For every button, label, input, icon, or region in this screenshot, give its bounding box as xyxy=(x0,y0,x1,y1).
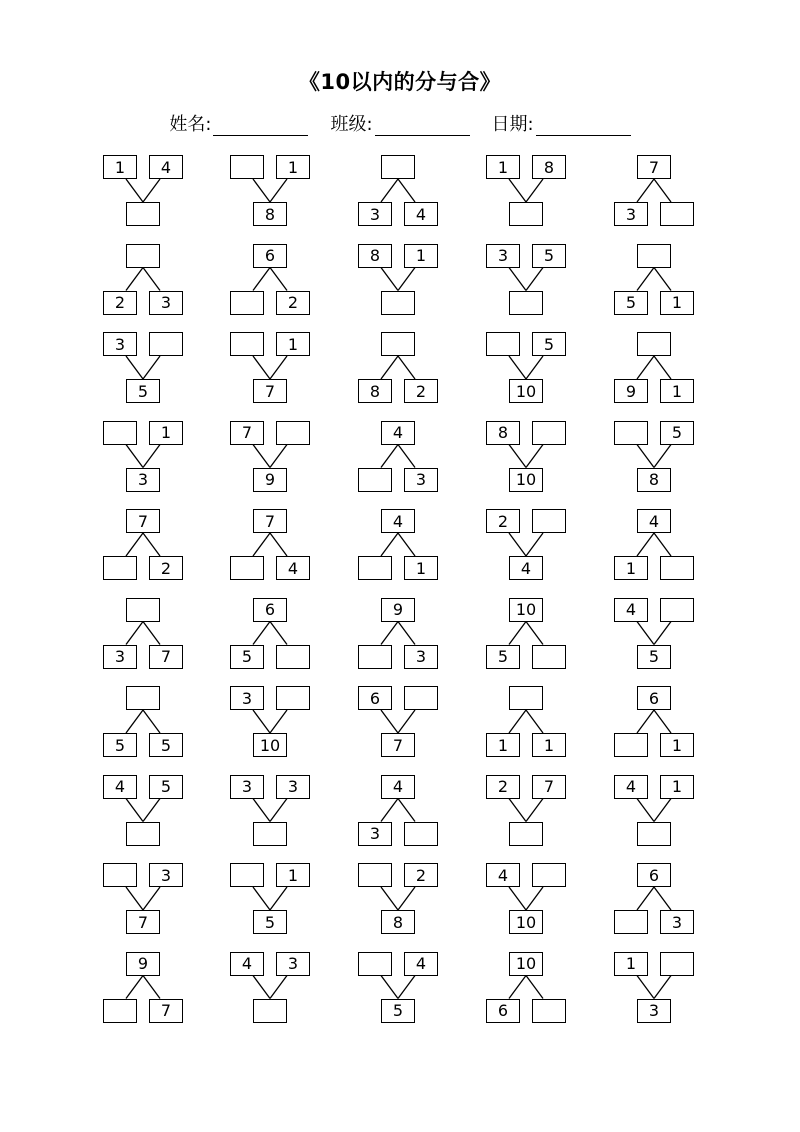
part-box-left: 3 xyxy=(103,645,137,669)
part-box-left[interactable] xyxy=(358,863,392,887)
part-box-left: 6 xyxy=(358,686,392,710)
part-box-left: 9 xyxy=(614,379,648,403)
whole-box: 8 xyxy=(637,468,671,492)
part-box-left[interactable] xyxy=(486,332,520,356)
part-box-right: 2 xyxy=(404,863,438,887)
part-box-left: 4 xyxy=(486,863,520,887)
part-box-left: 7 xyxy=(230,421,264,445)
part-box-left: 5 xyxy=(230,645,264,669)
part-box-right: 4 xyxy=(276,556,310,580)
part-box-right: 1 xyxy=(276,863,310,887)
part-box-right: 3 xyxy=(149,863,183,887)
whole-box: 6 xyxy=(637,686,671,710)
class-label: 班级: xyxy=(330,114,373,135)
whole-box: 6 xyxy=(253,244,287,268)
whole-box: 7 xyxy=(126,910,160,934)
whole-box: 10 xyxy=(509,598,543,622)
part-box-right: 7 xyxy=(149,999,183,1023)
part-box-right[interactable] xyxy=(149,332,183,356)
part-box-right[interactable] xyxy=(276,645,310,669)
part-box-left: 2 xyxy=(486,775,520,799)
part-box-left[interactable] xyxy=(614,733,648,757)
part-box-right: 4 xyxy=(404,202,438,226)
part-box-left: 3 xyxy=(614,202,648,226)
whole-box: 8 xyxy=(253,202,287,226)
part-box-right[interactable] xyxy=(404,822,438,846)
whole-box: 7 xyxy=(381,733,415,757)
part-box-right: 8 xyxy=(532,155,566,179)
part-box-left[interactable] xyxy=(230,863,264,887)
whole-box: 4 xyxy=(381,775,415,799)
part-box-right: 3 xyxy=(149,291,183,315)
whole-box: 9 xyxy=(126,952,160,976)
whole-box[interactable] xyxy=(126,598,160,622)
part-box-right[interactable] xyxy=(532,645,566,669)
part-box-right: 5 xyxy=(149,775,183,799)
part-box-left: 1 xyxy=(103,155,137,179)
part-box-left: 4 xyxy=(614,598,648,622)
part-box-right: 5 xyxy=(149,733,183,757)
part-box-right: 3 xyxy=(276,775,310,799)
part-box-left[interactable] xyxy=(103,421,137,445)
part-box-left: 3 xyxy=(358,822,392,846)
part-box-left[interactable] xyxy=(103,556,137,580)
whole-box: 3 xyxy=(637,999,671,1023)
whole-box[interactable] xyxy=(509,686,543,710)
whole-box: 7 xyxy=(253,509,287,533)
part-box-right: 3 xyxy=(404,468,438,492)
whole-box: 5 xyxy=(381,999,415,1023)
whole-box[interactable] xyxy=(126,822,160,846)
part-box-right: 5 xyxy=(532,244,566,268)
part-box-right: 3 xyxy=(660,910,694,934)
page-title: 《10以内的分与合》 xyxy=(298,70,502,94)
part-box-right: 5 xyxy=(660,421,694,445)
whole-box: 4 xyxy=(637,509,671,533)
part-box-left: 8 xyxy=(358,244,392,268)
part-box-left[interactable] xyxy=(358,645,392,669)
whole-box: 4 xyxy=(509,556,543,580)
part-box-right[interactable] xyxy=(660,202,694,226)
part-box-left: 2 xyxy=(103,291,137,315)
part-box-right: 1 xyxy=(276,155,310,179)
part-box-left: 3 xyxy=(230,775,264,799)
part-box-right: 5 xyxy=(532,332,566,356)
part-box-right: 2 xyxy=(149,556,183,580)
whole-box: 4 xyxy=(381,421,415,445)
part-box-left: 3 xyxy=(103,332,137,356)
part-box-left: 6 xyxy=(486,999,520,1023)
part-box-right[interactable] xyxy=(276,421,310,445)
part-box-right: 1 xyxy=(532,733,566,757)
whole-box: 7 xyxy=(126,509,160,533)
whole-box: 3 xyxy=(126,468,160,492)
part-box-right[interactable] xyxy=(660,952,694,976)
part-box-left: 1 xyxy=(614,556,648,580)
whole-box[interactable] xyxy=(637,244,671,268)
whole-box[interactable] xyxy=(509,202,543,226)
part-box-left: 4 xyxy=(614,775,648,799)
part-box-right: 1 xyxy=(660,775,694,799)
part-box-right[interactable] xyxy=(276,686,310,710)
part-box-right: 7 xyxy=(532,775,566,799)
part-box-right[interactable] xyxy=(660,556,694,580)
whole-box: 7 xyxy=(253,379,287,403)
part-box-left: 1 xyxy=(614,952,648,976)
part-box-left: 5 xyxy=(103,733,137,757)
whole-box: 5 xyxy=(253,910,287,934)
part-box-left[interactable] xyxy=(230,556,264,580)
part-box-right[interactable] xyxy=(532,509,566,533)
whole-box: 10 xyxy=(509,468,543,492)
part-box-left[interactable] xyxy=(230,155,264,179)
part-box-right[interactable] xyxy=(660,598,694,622)
whole-box[interactable] xyxy=(253,822,287,846)
part-box-right: 4 xyxy=(149,155,183,179)
part-box-left: 1 xyxy=(486,155,520,179)
whole-box: 10 xyxy=(509,910,543,934)
part-box-right: 1 xyxy=(404,244,438,268)
part-box-right[interactable] xyxy=(404,686,438,710)
part-box-right: 3 xyxy=(404,645,438,669)
part-box-left: 3 xyxy=(486,244,520,268)
part-box-right: 1 xyxy=(404,556,438,580)
part-box-left: 4 xyxy=(230,952,264,976)
part-box-right: 2 xyxy=(276,291,310,315)
whole-box[interactable] xyxy=(509,822,543,846)
whole-box: 9 xyxy=(381,598,415,622)
part-box-left: 8 xyxy=(358,379,392,403)
whole-box[interactable] xyxy=(381,291,415,315)
part-box-left: 3 xyxy=(230,686,264,710)
whole-box: 6 xyxy=(637,863,671,887)
part-box-left: 5 xyxy=(486,645,520,669)
part-box-right: 1 xyxy=(276,332,310,356)
whole-box[interactable] xyxy=(509,291,543,315)
whole-box: 5 xyxy=(637,645,671,669)
part-box-right: 4 xyxy=(404,952,438,976)
date-label: 日期: xyxy=(491,114,534,135)
part-box-left[interactable] xyxy=(614,421,648,445)
part-box-right[interactable] xyxy=(532,999,566,1023)
part-box-left: 1 xyxy=(486,733,520,757)
whole-box[interactable] xyxy=(637,332,671,356)
whole-box[interactable] xyxy=(381,332,415,356)
part-box-right: 1 xyxy=(149,421,183,445)
whole-box: 10 xyxy=(509,952,543,976)
part-box-right: 7 xyxy=(149,645,183,669)
part-box-left: 3 xyxy=(358,202,392,226)
whole-box: 9 xyxy=(253,468,287,492)
whole-box: 5 xyxy=(126,379,160,403)
whole-box[interactable] xyxy=(637,822,671,846)
part-box-right: 1 xyxy=(660,733,694,757)
part-box-right[interactable] xyxy=(532,421,566,445)
whole-box[interactable] xyxy=(126,244,160,268)
whole-box[interactable] xyxy=(126,202,160,226)
part-box-left: 5 xyxy=(614,291,648,315)
whole-box[interactable] xyxy=(381,155,415,179)
whole-box: 10 xyxy=(253,733,287,757)
part-box-left[interactable] xyxy=(103,863,137,887)
part-box-left: 8 xyxy=(486,421,520,445)
whole-box: 10 xyxy=(509,379,543,403)
whole-box: 8 xyxy=(381,910,415,934)
part-box-right: 3 xyxy=(276,952,310,976)
part-box-left[interactable] xyxy=(614,910,648,934)
part-box-left[interactable] xyxy=(358,468,392,492)
whole-box[interactable] xyxy=(253,999,287,1023)
part-box-left[interactable] xyxy=(230,291,264,315)
part-box-left[interactable] xyxy=(358,952,392,976)
part-box-right: 1 xyxy=(660,291,694,315)
whole-box[interactable] xyxy=(126,686,160,710)
name-label: 姓名: xyxy=(169,114,212,135)
part-box-left: 2 xyxy=(486,509,520,533)
whole-box: 7 xyxy=(637,155,671,179)
part-box-right: 2 xyxy=(404,379,438,403)
part-box-left[interactable] xyxy=(103,999,137,1023)
part-box-right: 1 xyxy=(660,379,694,403)
part-box-right[interactable] xyxy=(532,863,566,887)
part-box-left[interactable] xyxy=(230,332,264,356)
whole-box: 4 xyxy=(381,509,415,533)
connector-lines xyxy=(0,0,1,1)
part-box-left: 4 xyxy=(103,775,137,799)
whole-box: 6 xyxy=(253,598,287,622)
part-box-left[interactable] xyxy=(358,556,392,580)
